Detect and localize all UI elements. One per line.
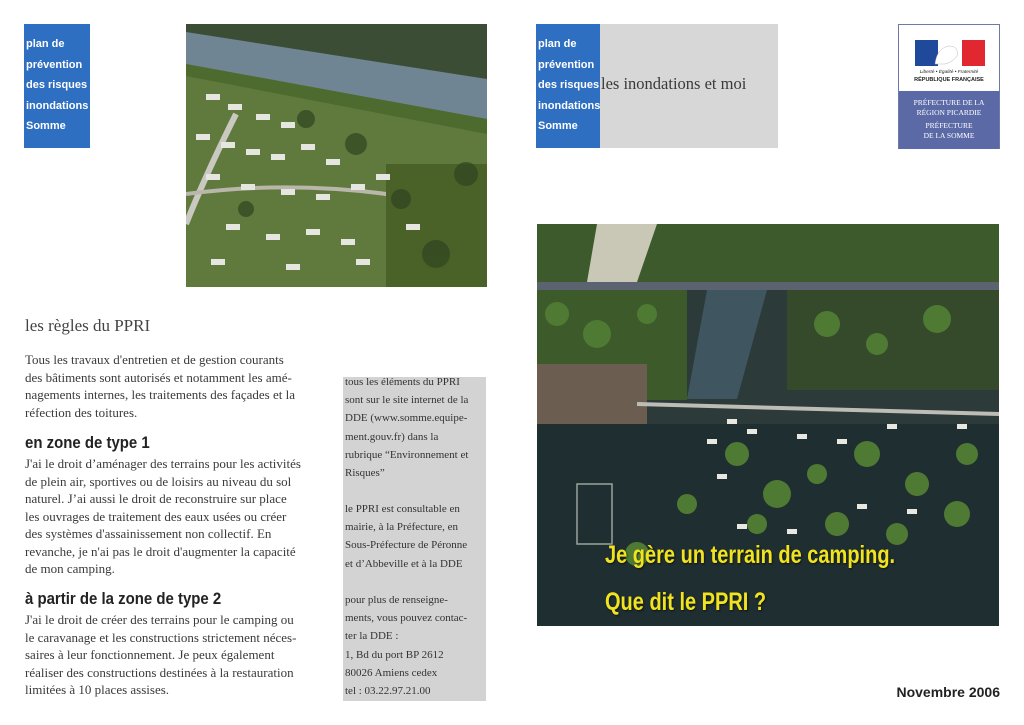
ppri-label-line: des risques bbox=[538, 79, 600, 91]
text-line: ter la DDE : bbox=[345, 630, 399, 643]
text-line: Sous-Préfecture de Péronne bbox=[345, 539, 468, 552]
prefecture-line: RÉGION PICARDIE bbox=[916, 107, 982, 117]
text-line: pour plus de renseigne- bbox=[345, 594, 448, 606]
text-line: Tous les travaux d'entretien et de gestion courants bbox=[25, 352, 284, 367]
ppri-label-line: des risques bbox=[26, 79, 88, 91]
republic-name: RÉPUBLIQUE FRANÇAISE bbox=[914, 77, 984, 83]
ppri-label-line: prévention bbox=[538, 58, 595, 71]
text-line: et d’Abbeville et à la DDE bbox=[345, 557, 463, 570]
rules-heading: les règles du PPRI bbox=[25, 316, 151, 335]
rules-intro bbox=[25, 351, 295, 421]
ppri-label-line: prévention bbox=[26, 58, 83, 71]
text-line: rubrique “Environnement et bbox=[345, 448, 469, 461]
republic-motto: Liberté • Égalité • Fraternité bbox=[919, 70, 979, 75]
campsite-question-line2: Que dit le PPRI ? bbox=[605, 588, 767, 616]
text-line: DDE (www.somme.equipe- bbox=[345, 412, 468, 425]
text-line: limitées à 10 places assises. bbox=[25, 682, 170, 697]
marianne-flag-icon bbox=[915, 40, 985, 66]
text-line: de plein air, sportives ou de loisirs au niveau du sol bbox=[25, 473, 292, 489]
ppri-label-line: inondations bbox=[538, 99, 601, 112]
text-line: le caravanage et les constructions strictement néces- bbox=[25, 629, 297, 645]
text-line: sont sur le site internet de la bbox=[345, 394, 469, 407]
ppri-label-right bbox=[536, 24, 600, 148]
ppri-label-line: plan de bbox=[26, 38, 65, 50]
prefecture-line: PRÉFECTURE DE LA bbox=[913, 98, 985, 107]
ppri-label-line: inondations bbox=[26, 99, 89, 112]
text-line: tous les éléments du PPRI bbox=[345, 376, 460, 388]
text-line: mairie, à la Préfecture, en bbox=[345, 521, 458, 534]
campsite-photo-graphic bbox=[186, 24, 487, 287]
text-line: des systèmes d'assainissement non collectif. En bbox=[25, 526, 272, 541]
campsite-question-line1: Je gère un terrain de camping. bbox=[605, 541, 896, 569]
zone1-text bbox=[25, 455, 301, 578]
ppri-label-line: plan de bbox=[538, 38, 577, 50]
website-info bbox=[345, 373, 486, 482]
text-line: les ouvrages de traitement des eaux usées ou créer bbox=[25, 508, 287, 524]
prefecture-logo bbox=[898, 24, 1000, 149]
text-line: le PPRI est consultable en bbox=[345, 503, 460, 515]
text-line: de mon camping. bbox=[25, 561, 115, 576]
text-line: 1, Bd du port BP 2612 bbox=[345, 648, 444, 661]
contact-info bbox=[345, 591, 486, 700]
text-line: réfection des toitures. bbox=[25, 404, 138, 420]
ppri-label-line: Somme bbox=[538, 120, 578, 132]
zone2-heading: à partir de la zone de type 2 bbox=[25, 589, 222, 608]
text-line: J'ai le droit de créer des terrains pour le camping ou bbox=[25, 612, 294, 627]
text-line: 80026 Amiens cedex bbox=[345, 666, 438, 679]
publication-date: Novembre 2006 bbox=[896, 684, 1000, 700]
zone2-text bbox=[25, 611, 296, 699]
prefecture-name-block bbox=[899, 91, 999, 149]
campsite-aerial-photo bbox=[186, 24, 487, 287]
text-line: naturel. J’ai aussi le droit de reconstruire sur place bbox=[25, 491, 287, 506]
text-line: J'ai le droit d’aménager des terrains pour les activités bbox=[25, 456, 301, 471]
prefecture-line: PRÉFECTURE bbox=[925, 121, 973, 130]
text-line: nagements internes, les traitements des façades et la bbox=[25, 387, 296, 402]
info-sidebar bbox=[343, 377, 486, 701]
prefecture-line: DE LA SOMME bbox=[923, 130, 975, 140]
text-line: ments, vous pouvez contac- bbox=[345, 612, 468, 625]
text-line: tel : 03.22.97.21.00 bbox=[345, 685, 431, 698]
text-line: des bâtiments sont autorisés et notamment les amé- bbox=[25, 369, 292, 385]
text-line: ment.gouv.fr) dans la bbox=[345, 430, 439, 443]
zone1-heading: en zone de type 1 bbox=[25, 433, 150, 452]
ppri-label-line: Somme bbox=[26, 120, 66, 132]
text-line: réaliser des constructions destinées à la restauration bbox=[25, 664, 294, 680]
ppri-label-left bbox=[24, 24, 90, 148]
text-line: Risques” bbox=[345, 467, 385, 480]
text-line: saires à leur fonctionnement. Je peux également bbox=[25, 647, 275, 662]
series-title: les inondations et moi bbox=[601, 74, 747, 93]
text-line: revanche, je n'ai pas le droit d'augmenter la capacité bbox=[25, 543, 296, 559]
consultation-info bbox=[345, 500, 486, 573]
